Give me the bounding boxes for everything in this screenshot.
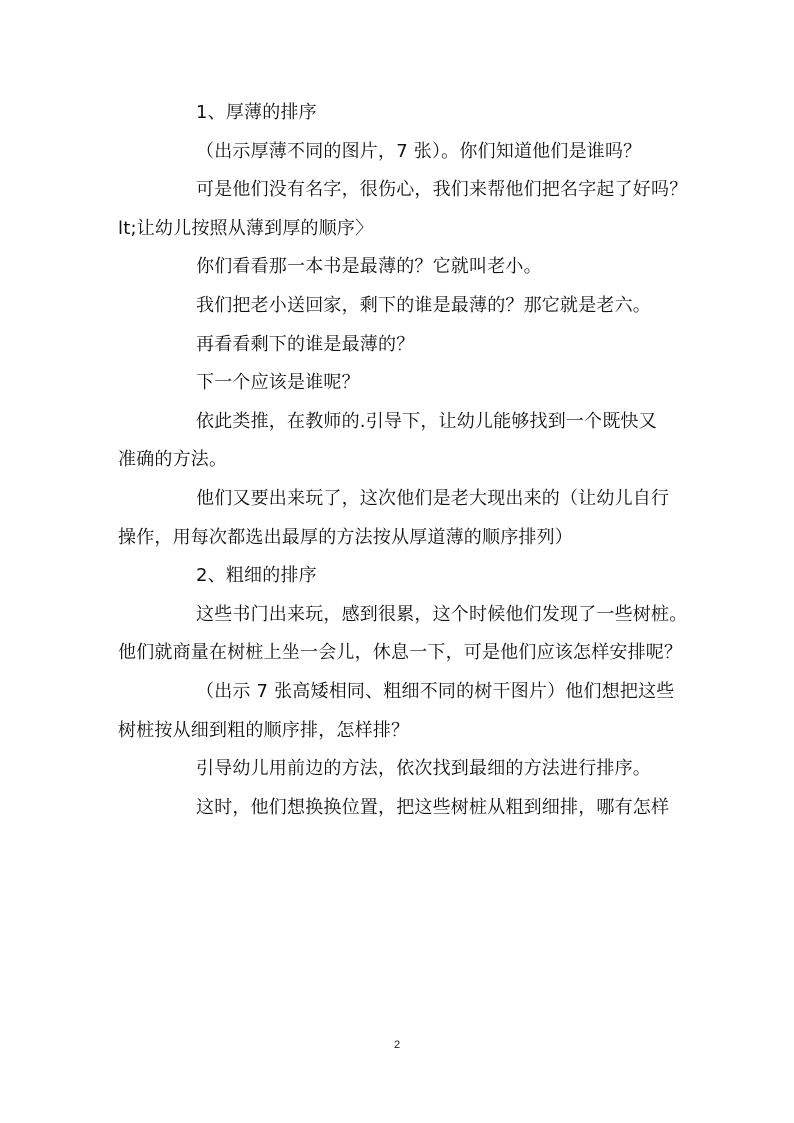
paragraph-line: 他们就商量在树桩上坐一会儿，休息一下，可是他们应该怎样安排呢？ — [118, 642, 683, 664]
document-body — [118, 94, 688, 827]
paragraph-line: 树桩按从细到粗的顺序排，怎样排？ — [118, 719, 410, 741]
page-number: 2 — [393, 1039, 401, 1051]
paragraph-line: 下一个应该是谁呢？ — [196, 372, 360, 394]
paragraph-line: 再看看剩下的谁是最薄的？ — [196, 333, 415, 355]
paragraph-line: 可是他们没有名字，很伤心，我们来帮他们把名字起了好吗？ — [196, 179, 688, 201]
paragraph-line: 这些书门出来玩，感到很累，这个时候他们发现了一些树桩。 — [196, 603, 688, 625]
paragraph-line: lt;让幼儿按照从薄到厚的顺序〉 — [118, 217, 374, 239]
section-heading-thickness-thinness: 2、粗细的排序 — [196, 565, 317, 587]
paragraph-line: 你们看看那一本书是最薄的？它就叫老小。 — [196, 256, 542, 278]
paragraph-line: 引导幼儿用前边的方法，依次找到最细的方法进行排序。 — [196, 758, 651, 780]
paragraph-line: 准确的方法。 — [118, 449, 228, 471]
paragraph-line: 我们把老小送回家，剩下的谁是最薄的？那它就是老六。 — [196, 294, 651, 316]
paragraph-line: 这时，他们想换换位置，把这些树桩从粗到细排，哪有怎样 — [196, 796, 670, 818]
paragraph-line: 依此类推，在教师的.引导下，让幼儿能够找到一个既快又 — [196, 410, 657, 432]
paragraph-line: 他们又要出来玩了，这次他们是老大现出来的（让幼儿自行 — [196, 487, 670, 509]
paragraph-line: （出示 7 张高矮相同、粗细不同的树干图片）他们想把这些 — [196, 680, 675, 702]
section-heading-thickness: 1、厚薄的排序 — [196, 102, 317, 123]
paragraph-line: 操作，用每次都选出最厚的方法按从厚道薄的顺序排列） — [118, 526, 573, 548]
paragraph-line: （出示厚薄不同的图片，7 张）。你们知道他们是谁吗？ — [196, 140, 642, 162]
